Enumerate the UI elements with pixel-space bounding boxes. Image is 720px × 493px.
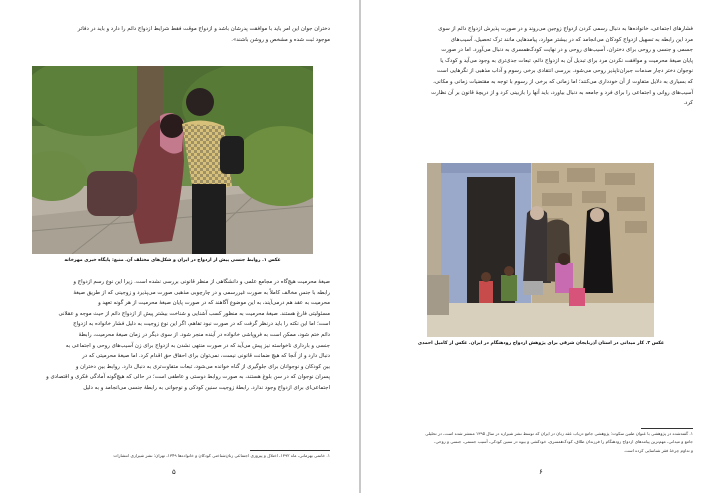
page-number: ۶ <box>539 468 543 476</box>
text-line: است؛ اما این نکته را باید درنظر گرفت که در صورت نبود تفاهم، اگر این نوع زوجیت به دلیل فشار خانواده به ازدواج <box>73 321 330 328</box>
page-6 <box>361 0 720 493</box>
text-line: فشارهای اجتماعی، خانواده‌ها به دنبال رسمی کردن ازدواج زوجین می‌روند و در صورت پذیرش ازدواج دائم از سوی <box>438 26 693 32</box>
page6-footnotes <box>395 430 693 455</box>
footnote-line: ۱. گفته‌شده در پژوهشی با عنوان طنین سکوت: پژوهشی جامع درباب عقد زنان در ایران که توسط نشر شیرازه در سال ۱۳۹۵ منتشر شده است، در تحلیلی <box>425 431 693 436</box>
page6-intro <box>395 24 693 109</box>
text-line: آسیب‌های روانی و اجتماعی را برای فرد و جامعه به دنبال بیاورد، باید آنها را بازبینی کرد و از دریچهٔ قانون بر آن نظارت <box>431 89 693 96</box>
page-number: ۵ <box>172 468 176 476</box>
text-line: نوجوان دختر دچار صدمات جبران‌ناپذیر روحی می‌شود. بررسی انتقادی برخی رسوم و آداب مذهبی از نگرهایی است <box>436 68 693 75</box>
footnote-line: جامع و میدانی، مهم‌ترین پیامدهای ازدواج زودهنگام را فرزندان طلاق، کودک‌همسری، خودکشی و بیوه در سنین کودکی، آسیب جسمی، جنسی و روحی، <box>434 439 693 445</box>
footnote-rule <box>641 428 693 429</box>
text-line: پسران نوجوان که در سن بلوغ هستند، به صورت روابط دوستی و عاطفی است؛ در حالی که هیچ‌گونه آمادگی فکری و اقتصادی و <box>46 374 330 381</box>
text-line: مرد این رابطه به تسهیل ازدواج کودکان می‌انجامد که در بیشتر موارد، پیامدهایی مانند ترک تحصیل، آسیب‌های <box>450 36 693 43</box>
text-line: پایان صیغهٔ محرمیت و موافقت نکردن مرد برای تبدیل آن به ازدواج دائم، تبعات جدی‌تری به وجود می‌آید و کودک یا <box>440 57 693 64</box>
text-line: بین کودکان و نوجوانان برای جلوگیری از گناه خوانده می‌شود، تبعات متفاوت‌تری به دنبال دارد. روابط بین دختران و <box>75 363 330 370</box>
text-line: دختران جوان این امر باید با موافقت پدرشان باشد و ازدواج موقت فقط شرایط ازدواج دائم را دارد و باید در دفاتر <box>77 26 330 32</box>
text-line: موجود ثبت شده و مشخص و روشن باشند». <box>231 36 330 43</box>
page5-body <box>30 277 330 394</box>
page5-footnote: ۱. خانمی بهرمانی، ماه ۱۳۹۲، اختلال و پیروزی اجتماعی زنان‌شناختی کودکان و خانواده‌ها ۱۳۴۹، تهران: نشر شیرازی انتشارات <box>113 453 330 458</box>
footnote-line: و تداوم چرخهٔ فقر شناسایی کرده است. <box>623 447 693 453</box>
text-line: محرمیت به عقد هم درمی‌آیند، به این موضوع آگاهند که در صورت پایان صیغهٔ محرمیت از هر گونه تعهد و <box>98 300 330 307</box>
text-line: دائم ختم شود، ممکن است به فروپاشی خانواده در آینده منجر شود. از سوی دیگر در زمان صیغهٔ محرمیت، رابطهٔ <box>78 331 330 338</box>
page5-intro <box>30 24 330 45</box>
footnote-rule <box>250 450 330 451</box>
text-line: مسئولیتی فارغ هستند. صیغهٔ محرمیت به منظور کسب آشنایی و شناخت بیشتر پیش از ازدواج دائم از حیث موجه و عقلانی <box>58 310 330 317</box>
text-line: جسمی و جنسی و روحی برای دختران، آسیب‌های روحی و در نهایت کودک‌همسری به دنبال می‌آورد. اما در صورت <box>441 47 693 54</box>
page-5 <box>0 0 359 493</box>
text-line: صیغهٔ محرمیت هیچ‌گاه در مجامع علمی و دانشگاهی از منظر قانونی بررسی نشده است. زیرا این نوع رسم ازدواج و <box>73 279 330 285</box>
photo1-caption: عکس ۱. روابط جنسی پیش از ازدواج در ایران و شکل‌های مختلف آن. منبع: پایگاه خبری مهرخانه <box>64 258 281 263</box>
text-line: جنسی و بارداری ناخواسته نیز پیش می‌آید که در صورت منتهی نشدن به ازدواج برای زن آسیب‌های روحی و اجتماعی به <box>65 342 330 349</box>
photo-couple-park <box>32 66 313 254</box>
photo2-caption: عکس ۲. کار میدانی در استان آذربایجان شرقی برای پژوهش ازدواج زودهنگام در ایران. عکس از کامیل احمدی <box>417 341 665 346</box>
photo-fieldwork-village <box>427 163 654 337</box>
text-line: دنبال دارد و از آنجا که هیچ ضمانت قانونی نیست، نمی‌توان برای احقاق حق اقدام کرد. اما صیغهٔ محرمیتی که در <box>82 353 330 360</box>
text-line: رابطه با جنس مخالف کاملاً به صورت غیررسمی و در چارچوبی مذهبی صورت می‌پذیرد و زوجینی که از طریق صیغهٔ <box>73 289 330 296</box>
text-line: اجتماعی‌ای برای ازدواج وجود ندارد. رابطهٔ زوجیت سنین کودکی و نوجوانی به رابطهٔ جنسی می‌انجامد و به دلیل <box>83 384 330 391</box>
text-line: که بسیاری به دلایل متفاوت از آن خودداری می‌کنند؛ اما زمانی که برخی از رسوم با توجه به مقتضیات زمانی و مکانی، <box>433 78 693 85</box>
text-line: کرد. <box>683 100 693 107</box>
